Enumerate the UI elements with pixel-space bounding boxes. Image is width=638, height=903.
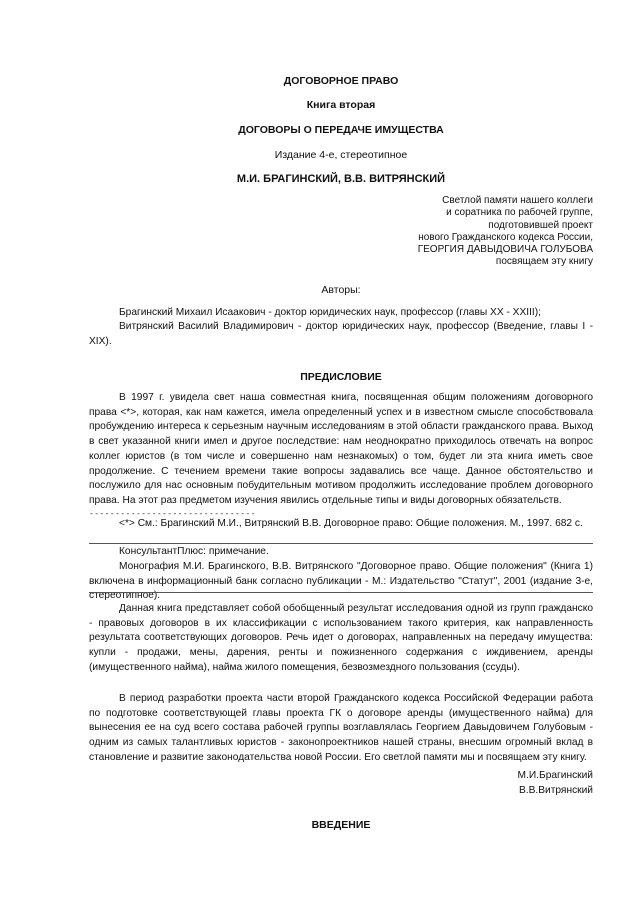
note-bottom-rule bbox=[89, 592, 593, 593]
footnote-separator: -------------------------------- bbox=[89, 509, 256, 518]
note-top-rule bbox=[89, 543, 593, 544]
dedication-line: посвящаем эту книгу bbox=[495, 256, 593, 268]
authors-heading-line: М.И. БРАГИНСКИЙ, В.В. ВИТРЯНСКИЙ bbox=[236, 173, 446, 185]
signature-1: М.И.Брагинский bbox=[517, 770, 593, 781]
dedication-line: подготовившей проект bbox=[488, 219, 593, 231]
dedication bbox=[293, 195, 593, 269]
book-title: ДОГОВОРНОЕ ПРАВО bbox=[283, 75, 399, 87]
preface-paragraph-2: Данная книга представляет собой обобщенный результат исследования одной из групп гражданско - правовых договоров в их классификации с использованием такого критерия, как направленность результата соответствующих договоров. Речь идет о договорах, направленных на передачу имущества: купли - продажи, мены, дарения, ренты и пожизненного содержания с иждивением, аренды (имущественного найма), найма жилого помещения, безвозмездного пользования (ссуды). bbox=[89, 603, 593, 673]
author-bio-1: Брагинский Михаил Исаакович - доктор юридических наук, профессор (главы XX - XXIII); bbox=[119, 307, 541, 318]
dedication-line: ГЕОРГИЯ ДАВЫДОВИЧА ГОЛУБОВА bbox=[417, 244, 593, 256]
author-bio-2: Витрянский Василий Владимирович - доктор юридических наук, профессор (Введение, главы I - XIX). bbox=[89, 321, 593, 347]
dedication-line: и соратника по рабочей группе, bbox=[446, 207, 593, 219]
book-volume: Книга вторая bbox=[306, 99, 376, 111]
edition-label: Издание 4-е, стереотипное bbox=[274, 149, 408, 161]
preface-paragraph-3: В период разработки проекта части второй Гражданского кодекса Российской Федерации работа по подготовке соответствующей главы проекта ГК о договоре аренды (имущественного найма) для вынесения ее на суд всего состава рабочей группы возглавлялась Георгием Давыдовичем Голубовым - одним из самых талантливых юристов - законопроектников нашей страны, внесшим огромный вклад в становление и развитие законодательства новой России. Его светлой памяти мы и посвящаем эту книгу. bbox=[89, 693, 593, 763]
footnote: <*> См.: Брагинский М.И., Витрянский В.В. Договорное право: Общие положения. М., 1997. 682 с. bbox=[119, 518, 583, 529]
preface-heading: ПРЕДИСЛОВИЕ bbox=[300, 371, 382, 383]
consultant-note-title: КонсультантПлюс: примечание. bbox=[119, 546, 269, 557]
dedication-line: Светлой памяти нашего коллеги bbox=[442, 195, 593, 206]
book-subtitle: ДОГОВОРЫ О ПЕРЕДАЧЕ ИМУЩЕСТВА bbox=[238, 124, 444, 136]
dedication-line: нового Гражданского кодекса России, bbox=[418, 231, 593, 243]
signature-2: В.В.Витрянский bbox=[518, 784, 593, 796]
consultant-note-text: Монография М.И. Брагинского, В.В. Витрянского "Договорное право. Общие положения" (Книга 1) включена в информационный банк согласно публикации - М.: Издательство "Статут", 2001 (издание 3-е, стереотипное). bbox=[89, 561, 593, 602]
introduction-heading: ВВЕДЕНИЕ bbox=[311, 819, 371, 831]
preface-paragraph-1: В 1997 г. увидела свет наша совместная книга, посвященная общим положениям договорного права <*>, которая, как нам кажется, имела определенный успех и в известном смысле способствовала пробуждению интереса к серьезным научным исследованиям в этой области гражданского права. Выход в свет указанной книги имел и другое последствие: нам неоднократно приходилось отвечать на вопрос коллег юристов (в том числе и совершенно нам незнакомых) о том, будет ли эта книга иметь свое продолжение. С течением времени такие вопросы задавались все чаще. Данное обстоятельство и послужило для нас основным побудительным мотивом продолжить исследование проблем договорного права. На этот раз предметом изучения явились отдельные типы и виды договорных обязательств. bbox=[89, 392, 593, 506]
authors-label: Авторы: bbox=[321, 284, 361, 296]
signatures bbox=[293, 769, 593, 798]
